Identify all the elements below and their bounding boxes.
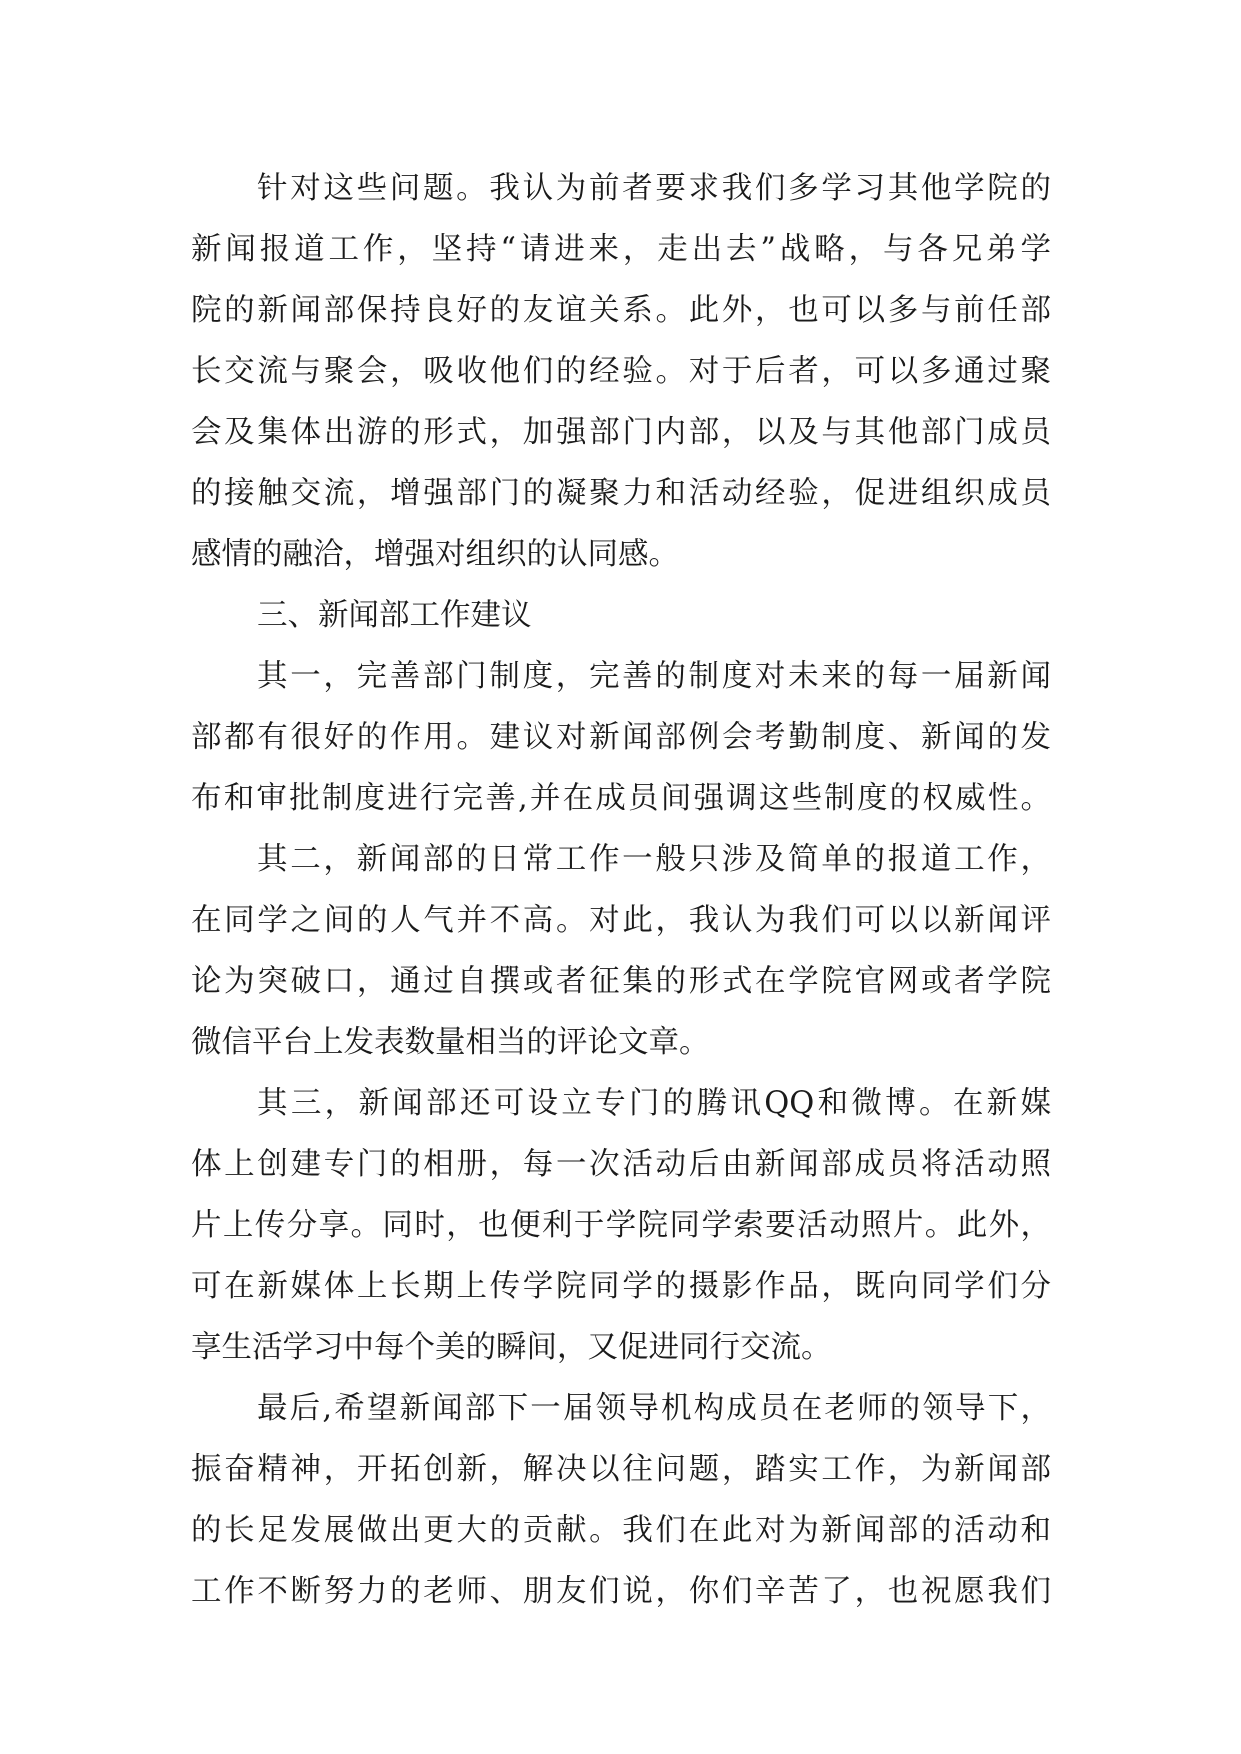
text-line: 感情的融洽，增强对组织的认同感。 xyxy=(191,537,679,572)
text-line: 会及集体出游的形式，加强部门内部，以及与其他部门成员 xyxy=(191,415,1051,450)
text-line: 论为突破口，通过自撰或者征集的形式在学院官网或者学院 xyxy=(191,964,1051,999)
text-line: 针对这些问题。我认为前者要求我们多学习其他学院的 xyxy=(257,171,1051,206)
text-line: 的接触交流，增强部门的凝聚力和活动经验，促进组织成员 xyxy=(191,476,1051,511)
text-line: 片上传分享。同时，也便利于学院同学索要活动照片。此外， xyxy=(191,1208,1051,1243)
text-line: 新闻报道工作，坚持“请进来，走出去”战略，与各兄弟学 xyxy=(191,232,1051,267)
text-line: 院的新闻部保持良好的友谊关系。此外，也可以多与前任部 xyxy=(191,293,1051,328)
text-line: 在同学之间的人气并不高。对此，我认为我们可以以新闻评 xyxy=(191,903,1051,938)
body-text xyxy=(191,158,1051,1622)
text-line: 布和审批制度进行完善,并在成员间强调这些制度的权威性。 xyxy=(191,781,1051,816)
text-line: 工作不断努力的老师、朋友们说，你们辛苦了，也祝愿我们 xyxy=(191,1574,1051,1609)
section-heading: 三、新闻部工作建议 xyxy=(257,598,532,633)
text-line: 长交流与聚会，吸收他们的经验。对于后者，可以多通过聚 xyxy=(191,354,1051,389)
text-line: 的长足发展做出更大的贡献。我们在此对为新闻部的活动和 xyxy=(191,1513,1051,1548)
text-line: 最后,希望新闻部下一届领导机构成员在老师的领导下， xyxy=(257,1391,1051,1426)
text-line: 体上创建专门的相册，每一次活动后由新闻部成员将活动照 xyxy=(191,1147,1051,1182)
text-line: 可在新媒体上长期上传学院同学的摄影作品，既向同学们分 xyxy=(191,1269,1051,1304)
text-line: 其二，新闻部的日常工作一般只涉及简单的报道工作， xyxy=(257,842,1051,877)
text-line: 其三，新闻部还可设立专门的腾讯QQ和微博。在新媒 xyxy=(257,1086,1051,1121)
text-line: 其一，完善部门制度，完善的制度对未来的每一届新闻 xyxy=(257,659,1051,694)
text-line: 微信平台上发表数量相当的评论文章。 xyxy=(191,1025,710,1060)
text-line: 振奋精神，开拓创新，解决以往问题，踏实工作，为新闻部 xyxy=(191,1452,1051,1487)
text-line: 部都有很好的作用。建议对新闻部例会考勤制度、新闻的发 xyxy=(191,720,1051,755)
text-line: 享生活学习中每个美的瞬间，又促进同行交流。 xyxy=(191,1330,832,1365)
